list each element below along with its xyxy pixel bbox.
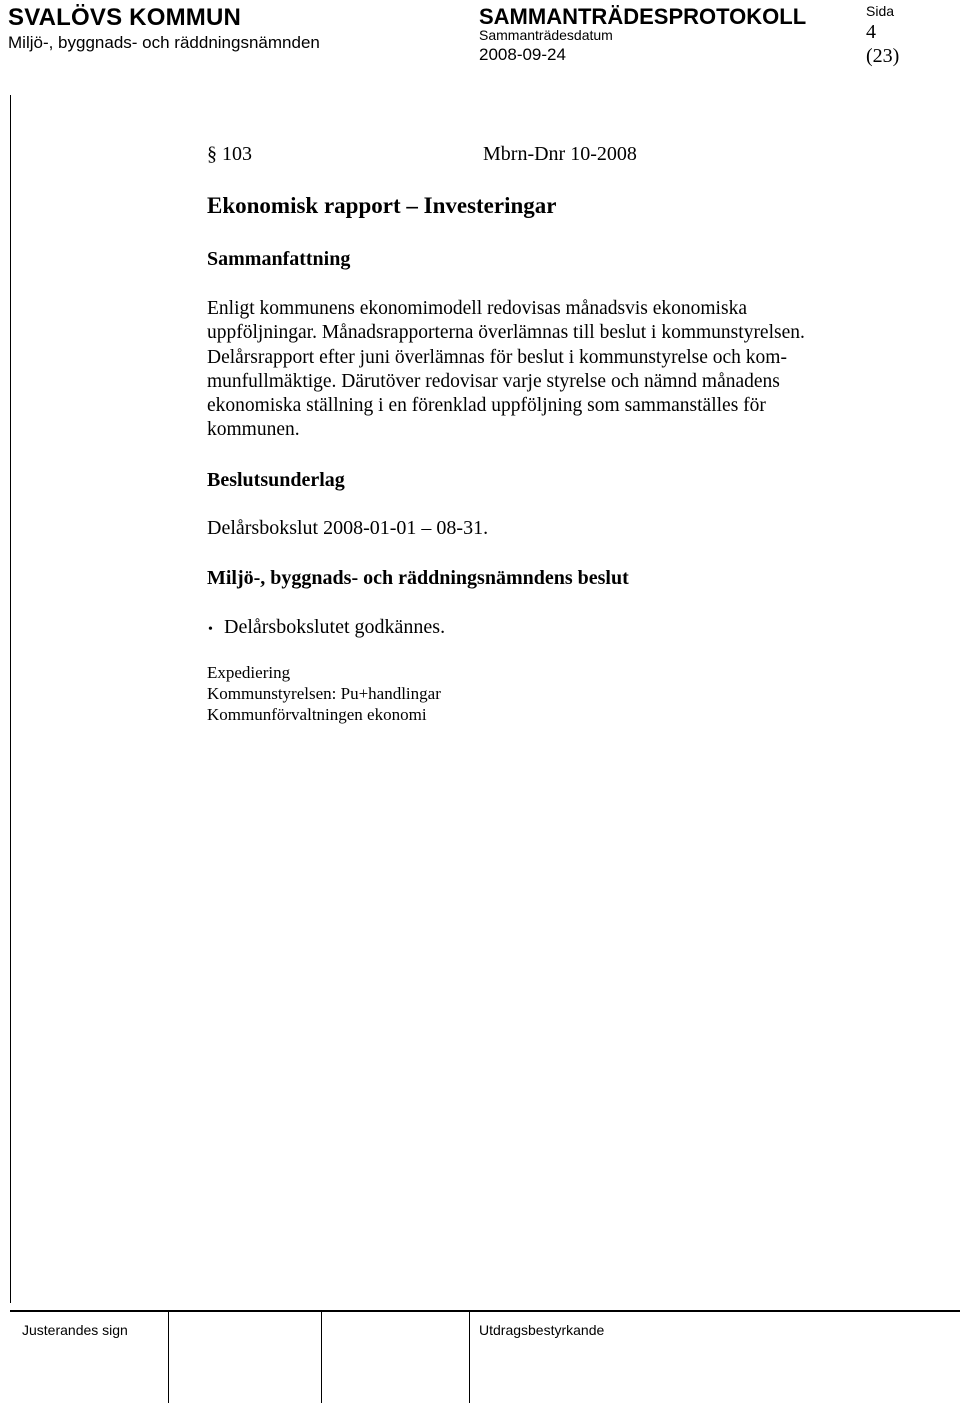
- summary-line: ekonomiska ställning i en förenklad uppföljning som sammanställes för: [207, 395, 766, 417]
- summary-heading: Sammanfattning: [207, 248, 351, 270]
- left-margin-rule: [10, 95, 11, 1303]
- summary-line: Delårsrapport efter juni överlämnas för beslut i kommunstyrelse och kom-: [207, 346, 787, 368]
- committee-name: Miljö-, byggnads- och räddningsnämnden: [8, 33, 320, 52]
- signature-label: Justerandes sign: [22, 1322, 128, 1338]
- document-type: SAMMANTRÄDESPROTOKOLL: [479, 4, 807, 29]
- meeting-date-value: 2008-09-24: [479, 45, 566, 64]
- summary-paragraph: [207, 297, 847, 443]
- case-number: Mbrn-Dnr 10-2008: [483, 143, 637, 165]
- section-number: 103: [222, 143, 252, 165]
- bullet-icon: •: [208, 622, 213, 637]
- section-title: Ekonomisk rapport – Investeringar: [207, 193, 557, 218]
- page-number: 4: [866, 21, 876, 43]
- dispatch-heading: Expediering: [207, 663, 291, 682]
- dispatch-line: Kommunförvaltningen ekonomi: [207, 705, 427, 724]
- footer-divider: [469, 1312, 470, 1403]
- extract-label: Utdragsbestyrkande: [479, 1322, 605, 1338]
- organization-name: SVALÖVS KOMMUN: [8, 4, 242, 31]
- meeting-date-label: Sammanträdesdatum: [479, 27, 613, 43]
- dispatch-line: Kommunstyrelsen: Pu+handlingar: [207, 684, 441, 703]
- footer-divider: [321, 1312, 322, 1403]
- decision-item: Delårsbokslutet godkännes.: [224, 616, 446, 638]
- footer-rule: [10, 1310, 960, 1312]
- basis-text: Delårsbokslut 2008-01-01 – 08-31.: [207, 517, 489, 539]
- summary-line: munfullmäktige. Därutöver redovisar varje styrelse och nämnd månadens: [207, 370, 780, 392]
- summary-line: uppföljningar. Månadsrapporterna överlämnas till beslut i kommunstyrelsen.: [207, 322, 805, 344]
- page-label: Sida: [866, 3, 895, 19]
- footer-divider: [168, 1312, 169, 1403]
- decision-heading: Miljö-, byggnads- och räddningsnämndens beslut: [207, 567, 629, 589]
- summary-line: kommunen.: [207, 419, 300, 441]
- paragraph-sign: §: [207, 143, 217, 165]
- page-total: (23): [866, 45, 900, 67]
- basis-heading: Beslutsunderlag: [207, 469, 345, 491]
- summary-line: Enligt kommunens ekonomimodell redovisas månadsvis ekonomiska: [207, 298, 747, 319]
- section-number-line: [207, 143, 252, 166]
